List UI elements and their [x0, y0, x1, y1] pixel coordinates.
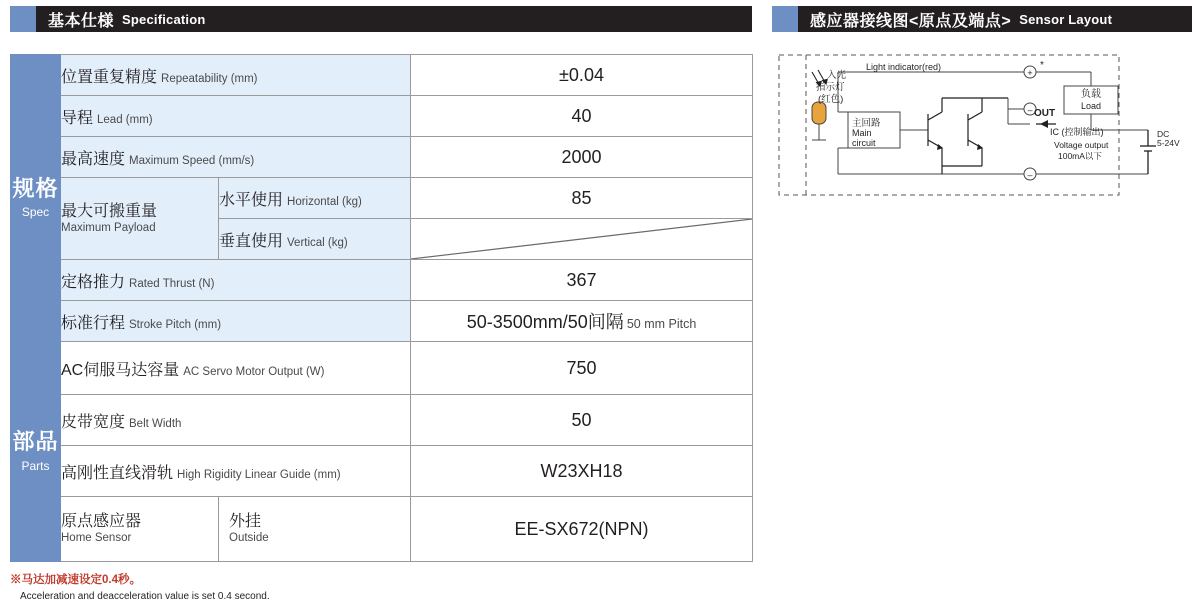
row-value-payload-horizontal: 85 — [411, 178, 753, 219]
light-indicator-cn1: 入光 — [827, 70, 847, 81]
load-cn: 负载 — [1081, 89, 1101, 100]
row-label-en: AC Servo Motor Output (W) — [183, 365, 325, 378]
light-indicator-cn3: (红色) — [818, 94, 844, 105]
row-sublabel-cn: 水平使用 — [219, 191, 284, 209]
row-sublabel-vertical — [219, 219, 411, 260]
row-value-home-sensor: EE-SX672(NPN) — [411, 497, 753, 562]
row-sublabel-en: Outside — [229, 532, 269, 545]
led-icon — [812, 102, 826, 124]
row-label-ac-servo-motor-output — [61, 342, 411, 395]
row-value-stroke-pitch — [411, 301, 753, 342]
row-sublabel-en: Vertical (kg) — [287, 236, 348, 249]
diagonal-strike-icon — [411, 219, 752, 259]
transistor-symbols — [928, 98, 1008, 174]
table-row — [11, 96, 753, 137]
row-label-repeatability — [61, 55, 411, 96]
row-sublabel-cn: 外挂 — [229, 513, 262, 530]
sensor-header-title-cn: 感应器接线图<原点及端点> — [810, 12, 1012, 30]
table-row — [11, 178, 753, 219]
spec-section-header — [10, 6, 752, 32]
group-label-parts — [11, 342, 61, 562]
row-label-cn: 导程 — [61, 109, 94, 127]
row-value-sub: 50 mm Pitch — [626, 317, 697, 331]
footnote — [10, 572, 710, 604]
row-label-stroke-pitch — [61, 301, 411, 342]
row-label-en: Belt Width — [129, 417, 182, 430]
row-label-lead — [61, 96, 411, 137]
accent-square-icon — [772, 6, 798, 32]
out-label: OUT — [1034, 108, 1056, 119]
group-label-spec-cn: 规格 — [12, 175, 59, 201]
row-label-en: Lead (mm) — [97, 113, 153, 126]
row-value-maximum-speed: 2000 — [411, 137, 753, 178]
spec-header-title-en: Specification — [122, 11, 206, 27]
row-label-cn: 皮带宽度 — [61, 413, 126, 431]
row-value-main: 50-3500mm/50间隔 — [466, 312, 624, 332]
table-row — [11, 446, 753, 497]
svg-text:–: – — [1027, 105, 1033, 115]
row-label-en: Stroke Pitch (mm) — [129, 318, 222, 331]
sensor-section-header — [772, 6, 1192, 32]
row-label-en: High Rigidity Linear Guide (mm) — [177, 468, 341, 481]
light-indicator-en: Light indicator(red) — [866, 62, 942, 72]
row-label-en: Maximum Payload — [61, 221, 156, 234]
row-value-rated-thrust: 367 — [411, 260, 753, 301]
load-en: Load — [1080, 101, 1102, 111]
table-row — [11, 55, 753, 96]
row-label-cn: 定格推力 — [61, 273, 126, 291]
main-circuit-cn: 主回路 — [852, 118, 881, 129]
dc-source-icon — [1140, 130, 1156, 174]
group-label-parts-en: Parts — [21, 458, 50, 473]
sensor-header-bar — [798, 6, 1192, 32]
row-label-en: Maximum Speed (mm/s) — [129, 154, 255, 167]
row-label-cn: 位置重复精度 — [61, 68, 158, 86]
footnote-cn: ※马达加减速设定0.4秒。 — [10, 574, 141, 586]
voltage-output-limit: 100mA以下 — [1058, 151, 1102, 161]
group-label-spec — [11, 55, 61, 342]
row-value-belt-width: 50 — [411, 395, 753, 446]
ic-label: IC (控制输出) — [1050, 127, 1104, 137]
spec-header-bar — [36, 6, 752, 32]
row-label-belt-width — [61, 395, 411, 446]
row-label-cn: 最高速度 — [61, 150, 126, 168]
sensor-diagram-svg — [778, 54, 1190, 196]
dc-label1: DC — [1157, 129, 1170, 139]
row-label-cn: 最大可搬重量 — [61, 202, 158, 220]
table-row — [11, 342, 753, 395]
footnote-en: Acceleration and deacceleration value is set 0.4 second. — [20, 591, 270, 603]
terminal-circles — [1024, 66, 1036, 180]
row-label-cn: AC伺服马达容量 — [61, 361, 180, 379]
row-sublabel-en: Horizontal (kg) — [287, 195, 362, 208]
main-circuit-en1: Main — [852, 128, 872, 138]
star-marker: * — [1040, 60, 1044, 71]
row-label-linear-guide — [61, 446, 411, 497]
svg-text:–: – — [1027, 170, 1033, 180]
row-label-en: Repeatability (mm) — [161, 72, 258, 85]
row-sublabel-horizontal — [219, 178, 411, 219]
table-row — [11, 497, 753, 562]
row-label-cn: 原点感应器 — [61, 513, 142, 530]
row-label-maximum-speed — [61, 137, 411, 178]
row-value-repeatability: ±0.04 — [411, 55, 753, 96]
row-value-linear-guide: W23XH18 — [411, 446, 753, 497]
row-sublabel-cn: 垂直使用 — [219, 232, 284, 250]
table-row — [11, 137, 753, 178]
svg-text:+: + — [1027, 68, 1033, 78]
voltage-output-en: Voltage output — [1054, 140, 1109, 150]
light-indicator-cn2: 指示灯 — [816, 82, 845, 93]
table-row — [11, 301, 753, 342]
accent-square-icon — [10, 6, 36, 32]
row-label-en: Rated Thrust (N) — [129, 277, 215, 290]
row-label-maximum-payload — [61, 178, 219, 260]
row-label-cn: 标准行程 — [61, 314, 126, 332]
sensor-header-title-en: Sensor Layout — [1019, 11, 1113, 27]
row-sublabel-outside — [219, 497, 411, 562]
group-label-spec-en: Spec — [21, 205, 50, 220]
row-label-en: Home Sensor — [61, 532, 132, 545]
spec-header-title-cn: 基本仕様 — [48, 12, 115, 30]
specification-table — [10, 54, 753, 562]
sensor-wiring-diagram — [778, 54, 1190, 196]
main-circuit-en2: circuit — [852, 138, 876, 148]
table-row — [11, 395, 753, 446]
group-label-parts-cn: 部品 — [12, 429, 59, 455]
row-label-cn: 高刚性直线滑轨 — [61, 464, 174, 482]
table-row — [11, 260, 753, 301]
row-value-lead: 40 — [411, 96, 753, 137]
row-label-home-sensor — [61, 497, 219, 562]
row-value-ac-servo-motor-output: 750 — [411, 342, 753, 395]
row-label-rated-thrust — [61, 260, 411, 301]
dc-label2: 5-24V — [1157, 138, 1180, 148]
row-value-payload-vertical-not-applicable — [411, 219, 753, 260]
